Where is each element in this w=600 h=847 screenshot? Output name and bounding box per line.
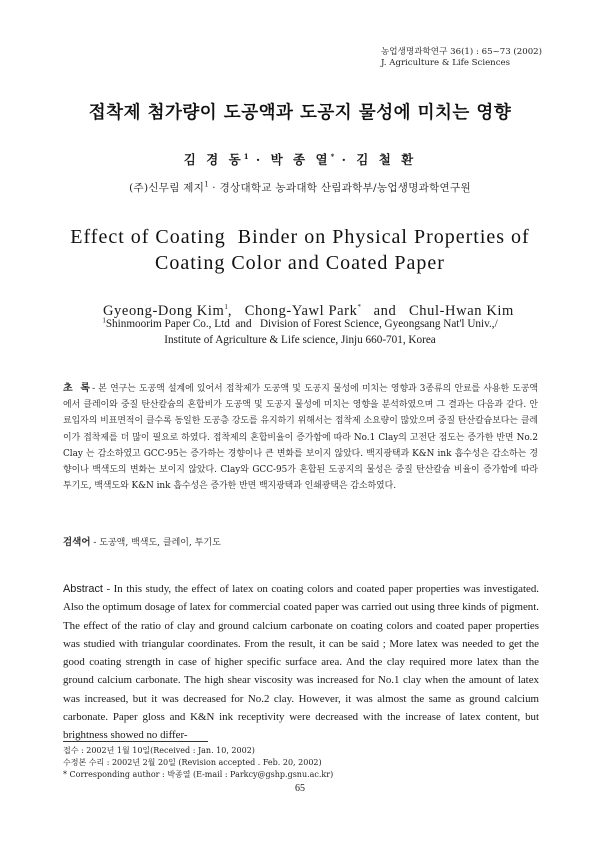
korean-affiliation-sup: 1: [204, 180, 209, 189]
english-affiliation-text-1: Shinmoorim Paper Co., Ltd and Division of Forest Science, Gyeongsang Nat'l Univ.,/: [105, 318, 498, 330]
english-affiliation-sup: 1: [102, 316, 106, 325]
korean-abstract-text: - 본 연구는 도공액 설계에 있어서 접착제가 도공액 및 도공지 물성에 미치는 영향과 3종류의 안료를 사용한 도공액에서 클레이와 중질 탄산칼슘의 혼합비가 도공액 및 도공지 물성에 미치는 영향을 분석하였으며 그 결과는 다음과 같다. 안료입자의 비표면적이 클수록 동일한 도공층 강도를 유지하기 위해서는 접착제 소요량이 많았으며 중질 탄산칼슘보다는 클레이가 접착제를 더 많이 필요로 하였다. 접착제의 혼합비율이 증가함에 따라 No.1 Clay의 고전단 점도는 증가한 반면 No.2 Clay 는 감소하였고 GCC-95는 증가하는 경향이나 큰 변화를 보이지 않았다. 백지광택과 K&N ink 흡수성은 감소하는 경향이나 백색도의 변화는 보이지 않았다. Clay와 GCC-95가 혼합된 도공지의 물성은 중질 탄산칼슘 비율이 증가함에 따라 투기도, 백색도와 K&N ink 흡수성은 증가한 반면 백지광택과 인쇄광택은 감소하였다.: [63, 384, 538, 492]
english-affiliation-line-2: Institute of Agriculture & Life science, Jinju 660-701, Korea: [164, 334, 436, 346]
korean-author-2-sup: *: [330, 151, 335, 161]
keywords-text: - 도공액, 백색도, 클레이, 투기도: [90, 538, 221, 548]
journal-citation-korean: 농업생명과학연구 36(1) : 65~73 (2002): [381, 47, 542, 57]
footnote-accepted: 수정본 수리 : 2002년 2월 20일 (Revision accepted . Feb. 20, 2002): [63, 758, 322, 767]
english-abstract: [63, 580, 539, 745]
korean-author-2: 박 종 열: [270, 152, 331, 167]
korean-title: 접착제 첨가량이 도공액과 도공지 물성에 미치는 영향: [88, 103, 512, 123]
korean-author-3: 김 철 환: [356, 152, 417, 167]
english-author-3: Chul-Hwan Kim: [409, 303, 514, 319]
english-abstract-text: - In this study, the effect of latex on coating colors and coated paper properties was investigated. Also the optimum dosage of latex for commercial coated paper was carried out using three kinds of pigment. The effect of the ratio of clay and ground calcium carbonate on coating colors and coated paper properties was studied with triangular coordinates. From the result, it can be said ; More latex was needed to get the good coating strength in case of higher specific surface area. And the clay required more latex than the ground calcium carbonate. The high shear viscosity was increased for No.1 clay when the amount of latex was increased, but it was decreased for No.2 clay. However, it was almost the same as ground calcium carbonate. Paper gloss and K&N ink receptivity were decreased with the increase of latex content, but brightness showed no differ-: [63, 583, 539, 742]
english-title-line-2: Coating Color and Coated Paper: [155, 252, 445, 274]
english-affiliation: [0, 316, 600, 348]
footnotes: [63, 745, 538, 781]
english-author-2-sup: *: [357, 303, 361, 312]
english-author-1-sup: 1: [224, 303, 228, 312]
korean-affiliation-company: (주)신무림 제지: [129, 182, 205, 194]
footnote-received: 접수 : 2002년 1월 10일(Received : Jan. 10, 2002): [63, 746, 255, 755]
journal-citation-english: J. Agriculture & Life Sciences: [381, 58, 511, 68]
korean-authors: [0, 150, 600, 168]
korean-author-1-sup: 1: [243, 151, 249, 161]
footnote-divider: [63, 741, 208, 742]
korean-author-separator: ·: [248, 152, 271, 167]
journal-citation: [381, 47, 542, 69]
keywords-label: 검색어: [63, 537, 91, 548]
korean-abstract: [63, 381, 538, 494]
english-author-separator: and: [360, 303, 410, 319]
keywords: [63, 534, 538, 548]
english-author-2: Chong-Yawl Park: [244, 303, 358, 319]
korean-author-1: 김 경 동: [183, 152, 244, 167]
footnote-corresponding-author: * Corresponding author : 박종열 (E-mail : Parkcy@gshp.gsnu.ac.kr): [63, 770, 334, 779]
korean-affiliation: [0, 180, 600, 195]
english-author-separator: ,: [227, 303, 245, 319]
page-number: 65: [295, 783, 305, 794]
english-author-1: Gyeong-Dong Kim: [102, 303, 225, 319]
korean-abstract-label: 초 록: [63, 383, 91, 394]
english-title: [0, 224, 600, 276]
english-affiliation-line-1: [0, 316, 600, 332]
english-title-line-1: Effect of Coating Binder on Physical Properties of: [70, 226, 530, 248]
korean-affiliation-university: · 경상대학교 농과대학 산림과학부/농업생명과학연구원: [208, 182, 471, 194]
english-abstract-label: Abstract: [63, 583, 103, 595]
korean-author-separator: ·: [334, 152, 357, 167]
